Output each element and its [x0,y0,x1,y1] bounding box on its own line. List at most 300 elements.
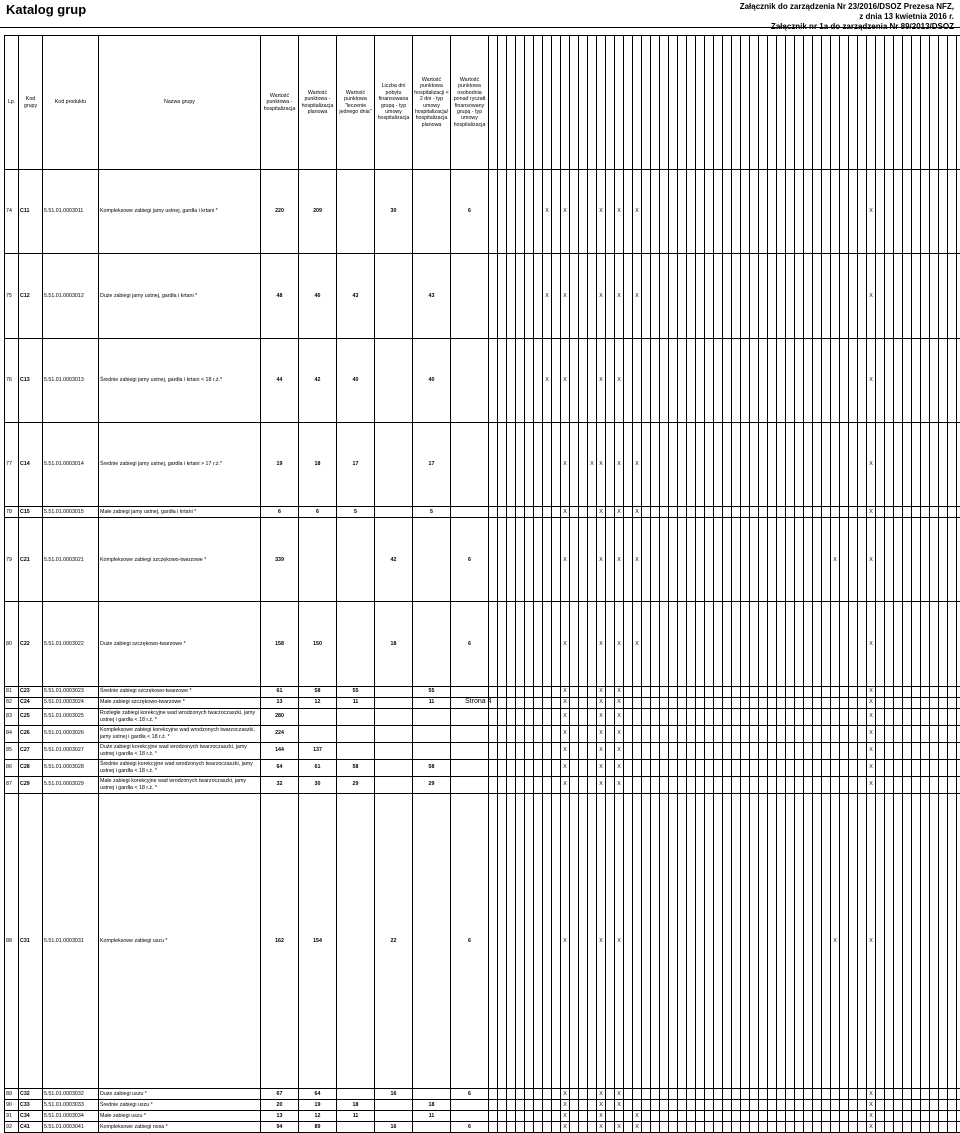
row-points-hospitalization: 339 [261,518,299,602]
row-specialty-cell [741,1100,750,1111]
row-specialty-cell [921,518,930,602]
row-product-code: 5.51.01.0003013 [43,338,99,422]
row-points-hospitalization: 224 [261,725,299,742]
col-header-specialty [570,36,579,170]
row-specialty-cell: X [867,170,876,254]
row-specialty-cell [588,170,597,254]
row-specialty-cell [552,742,561,759]
row-specialty-cell [579,602,588,686]
row-specialty-cell [606,725,615,742]
row-specialty-cell: X [561,170,570,254]
row-specialty-cell [732,602,741,686]
row-specialty-cell [930,602,939,686]
row-points-one-day [337,518,375,602]
row-specialty-cell [624,759,633,776]
row-specialty-cell: X [597,1122,606,1133]
row-specialty-cell [840,422,849,506]
row-specialty-cell [525,338,534,422]
row-specialty-cell [624,422,633,506]
row-group-code: C21 [19,518,43,602]
col-header-specialty [849,36,858,170]
row-specialty-cell [669,725,678,742]
row-specialty-cell [687,1111,696,1122]
row-specialty-cell [732,742,741,759]
row-specialty-cell [795,759,804,776]
row-specialty-cell [840,793,849,1089]
row-specialty-cell: X [561,422,570,506]
row-days [375,686,413,697]
row-group-name: Średnie zabiegi szczękowo-twarzowe * [99,686,261,697]
row-specialty-cell [957,686,960,697]
row-days [375,708,413,725]
row-specialty-cell [957,697,960,708]
row-specialty-cell: X [633,422,642,506]
row-specialty-cell [831,1122,840,1133]
row-specialty-cell [831,697,840,708]
row-specialty-cell [651,518,660,602]
row-specialty-cell [768,1100,777,1111]
row-lp: 80 [5,602,19,686]
row-days [375,422,413,506]
row-specialty-cell [957,708,960,725]
row-specialty-cell [579,170,588,254]
row-days [375,742,413,759]
row-specialty-cell [876,742,885,759]
row-specialty-cell [507,759,516,776]
row-specialty-cell [516,1089,525,1100]
row-specialty-cell [849,725,858,742]
row-specialty-cell [741,697,750,708]
col-header-specialty [768,36,777,170]
row-specialty-cell [669,602,678,686]
row-specialty-cell [732,338,741,422]
row-specialty-cell [633,759,642,776]
row-specialty-cell [588,518,597,602]
row-specialty-cell [579,793,588,1089]
row-specialty-cell [696,793,705,1089]
row-specialty-cell [957,254,960,338]
row-group-name: Duże zabiegi szczękowo-twarzowe * [99,602,261,686]
row-specialty-cell [948,254,957,338]
row-specialty-cell [849,742,858,759]
row-specialty-cell: X [597,708,606,725]
col-header-specialty [912,36,921,170]
row-specialty-cell: X [867,697,876,708]
row-specialty-cell [489,1122,498,1133]
row-specialty-cell [552,338,561,422]
row-specialty-cell [903,697,912,708]
table-row [5,793,960,1089]
row-specialty-cell [948,170,957,254]
row-specialty-cell [642,1100,651,1111]
row-specialty-cell [507,422,516,506]
col-header-specialty [903,36,912,170]
row-specialty-cell [903,686,912,697]
row-specialty-cell [660,686,669,697]
row-specialty-cell [570,422,579,506]
row-specialty-cell [921,686,930,697]
row-lp: 83 [5,708,19,725]
row-specialty-cell [795,742,804,759]
row-specialty-cell [741,602,750,686]
row-specialty-cell [777,708,786,725]
table-body [5,170,960,1133]
row-group-code: C22 [19,602,43,686]
row-points-planned: 12 [299,697,337,708]
row-specialty-cell [858,1111,867,1122]
row-specialty-cell [768,793,777,1089]
row-specialty-cell [795,708,804,725]
row-group-code: C34 [19,1111,43,1122]
col-header-group-code: Kod grupy [19,36,43,170]
table-row [5,1089,960,1100]
row-points-under-2-days: 18 [413,1100,451,1111]
table-row [5,759,960,776]
row-specialty-cell [912,686,921,697]
row-specialty-cell [669,422,678,506]
col-header-specialty [489,36,498,170]
row-specialty-cell: X [867,1111,876,1122]
row-specialty-cell [903,725,912,742]
row-specialty-cell [678,338,687,422]
row-specialty-cell [498,1100,507,1111]
row-points-under-2-days: 43 [413,254,451,338]
row-specialty-cell [714,170,723,254]
row-specialty-cell [525,742,534,759]
row-specialty-cell [660,725,669,742]
row-specialty-cell [570,776,579,793]
row-specialty-cell [678,602,687,686]
row-specialty-cell [678,507,687,518]
row-specialty-cell [723,776,732,793]
row-specialty-cell [651,725,660,742]
row-specialty-cell [930,338,939,422]
row-specialty-cell [849,507,858,518]
row-specialty-cell [687,518,696,602]
row-specialty-cell [921,793,930,1089]
row-specialty-cell [777,1111,786,1122]
row-specialty-cell [498,602,507,686]
row-specialty-cell [669,708,678,725]
row-specialty-cell [804,1122,813,1133]
row-points-hospitalization: 13 [261,1111,299,1122]
row-specialty-cell [777,422,786,506]
row-group-code: C15 [19,507,43,518]
row-specialty-cell: X [831,518,840,602]
row-specialty-cell: X [615,776,624,793]
row-specialty-cell [786,776,795,793]
row-specialty-cell [696,742,705,759]
row-specialty-cell [669,170,678,254]
row-specialty-cell [822,686,831,697]
row-specialty-cell [831,686,840,697]
row-specialty-cell [570,793,579,1089]
row-points-hospitalization: 20 [261,1100,299,1111]
row-points-planned [299,708,337,725]
row-specialty-cell [723,697,732,708]
row-specialty-cell [840,686,849,697]
row-specialty-cell [633,1100,642,1111]
row-specialty-cell [588,759,597,776]
row-group-code: C24 [19,697,43,708]
row-specialty-cell [732,725,741,742]
row-specialty-cell [831,170,840,254]
row-specialty-cell [516,725,525,742]
row-specialty-cell [660,422,669,506]
row-points-planned: 19 [299,1100,337,1111]
table-row [5,708,960,725]
row-specialty-cell [741,686,750,697]
row-lp: 79 [5,518,19,602]
row-specialty-cell [687,1122,696,1133]
row-specialty-cell [732,1089,741,1100]
row-specialty-cell [543,1100,552,1111]
row-specialty-cell [813,602,822,686]
row-specialty-cell [759,602,768,686]
row-specialty-cell [624,338,633,422]
row-specialty-cell [507,602,516,686]
row-specialty-cell [732,170,741,254]
row-specialty-cell [642,254,651,338]
row-specialty-cell [633,338,642,422]
row-specialty-cell [552,725,561,742]
row-specialty-cell [777,697,786,708]
row-group-name: Małe zabiegi szczękowo-twarzowe * [99,697,261,708]
row-specialty-cell [921,1122,930,1133]
row-specialty-cell [921,170,930,254]
row-specialty-cell [813,686,822,697]
row-specialty-cell [696,686,705,697]
row-specialty-cell [831,725,840,742]
row-specialty-cell [768,1122,777,1133]
table-row [5,170,960,254]
row-specialty-cell [507,742,516,759]
row-specialty-cell [894,422,903,506]
row-days: 30 [375,170,413,254]
row-specialty-cell [777,759,786,776]
row-specialty-cell [642,422,651,506]
row-group-name: Duże zabiegi jamy ustnej, gardła i krtani * [99,254,261,338]
row-specialty-cell [849,254,858,338]
row-specialty-cell [714,697,723,708]
row-specialty-cell [939,254,948,338]
row-specialty-cell [759,518,768,602]
row-specialty-cell [903,602,912,686]
row-specialty-cell [957,507,960,518]
row-specialty-cell [750,1089,759,1100]
col-header-specialty [867,36,876,170]
row-group-name: Średnie zabiegi jamy ustnej, gardła i krtani > 17 r.ż.* [99,422,261,506]
row-points-under-2-days: 40 [413,338,451,422]
row-specialty-cell [678,1122,687,1133]
row-group-name: Małe zabiegi korekcyjne wad wrodzonych twarzoczaszki, jamy ustnej i gardła < 18 r.ż. * [99,776,261,793]
row-specialty-cell [930,1122,939,1133]
row-specialty-cell [894,686,903,697]
row-specialty-cell [894,725,903,742]
row-specialty-cell [840,725,849,742]
col-header-specialty [696,36,705,170]
row-specialty-cell [534,1122,543,1133]
row-specialty-cell [696,776,705,793]
row-points-one-day: 11 [337,697,375,708]
row-specialty-cell [750,776,759,793]
row-specialty-cell [732,708,741,725]
row-specialty-cell [840,518,849,602]
row-specialty-cell [642,776,651,793]
row-specialty-cell [795,507,804,518]
row-specialty-cell [660,793,669,1089]
row-specialty-cell [642,686,651,697]
row-specialty-cell [579,697,588,708]
row-specialty-cell [912,1100,921,1111]
row-specialty-cell [750,708,759,725]
row-specialty-cell [552,759,561,776]
row-points-planned: 61 [299,759,337,776]
row-specialty-cell [813,708,822,725]
row-points-hospitalization: 280 [261,708,299,725]
row-specialty-cell [579,507,588,518]
row-specialty-cell: X [597,686,606,697]
row-specialty-cell [705,697,714,708]
row-specialty-cell [939,1111,948,1122]
row-group-code: C27 [19,742,43,759]
row-specialty-cell [696,602,705,686]
row-specialty-cell [579,686,588,697]
row-specialty-cell [570,742,579,759]
row-specialty-cell [642,793,651,1089]
row-points-one-day [337,725,375,742]
row-specialty-cell [777,602,786,686]
row-specialty-cell [651,170,660,254]
row-points-per-day: 6 [451,170,489,254]
row-specialty-cell [525,697,534,708]
row-specialty-cell [678,1089,687,1100]
row-specialty-cell [606,1111,615,1122]
row-specialty-cell [786,518,795,602]
row-specialty-cell [768,1111,777,1122]
row-specialty-cell [642,1122,651,1133]
row-specialty-cell [831,507,840,518]
row-specialty-cell [534,338,543,422]
row-specialty-cell [633,697,642,708]
row-specialty-cell [678,725,687,742]
row-specialty-cell [822,518,831,602]
row-specialty-cell: X [867,507,876,518]
col-header-specialty [741,36,750,170]
row-specialty-cell: X [588,422,597,506]
table-row [5,1122,960,1133]
row-specialty-cell [930,725,939,742]
row-specialty-cell [813,507,822,518]
row-specialty-cell [669,697,678,708]
row-specialty-cell [894,1122,903,1133]
row-specialty-cell: X [561,1111,570,1122]
row-specialty-cell: X [561,254,570,338]
row-specialty-cell [759,170,768,254]
row-specialty-cell [714,518,723,602]
row-specialty-cell [822,602,831,686]
row-specialty-cell [804,507,813,518]
row-points-one-day: 17 [337,422,375,506]
row-specialty-cell [579,1122,588,1133]
row-points-one-day: 43 [337,254,375,338]
row-specialty-cell: X [867,602,876,686]
row-specialty-cell [687,725,696,742]
col-header-specialty [813,36,822,170]
row-specialty-cell [696,725,705,742]
row-product-code: 5.51.01.0003033 [43,1100,99,1111]
row-points-planned: 58 [299,686,337,697]
row-specialty-cell: X [867,759,876,776]
row-specialty-cell [732,686,741,697]
row-specialty-cell [723,1089,732,1100]
row-specialty-cell [885,254,894,338]
row-points-planned: 30 [299,776,337,793]
row-points-under-2-days [413,793,451,1089]
row-specialty-cell [669,254,678,338]
row-specialty-cell [903,1122,912,1133]
row-specialty-cell [678,422,687,506]
row-specialty-cell [723,793,732,1089]
row-specialty-cell [705,518,714,602]
col-header-points-hospitalization: Wartość punktowa - hospitalizacja [261,36,299,170]
row-specialty-cell [570,338,579,422]
row-specialty-cell [642,1111,651,1122]
row-specialty-cell [885,725,894,742]
row-specialty-cell [876,776,885,793]
row-specialty-cell [831,1089,840,1100]
row-specialty-cell [588,1089,597,1100]
row-specialty-cell [732,697,741,708]
row-specialty-cell [534,742,543,759]
row-specialty-cell [858,338,867,422]
row-specialty-cell [777,776,786,793]
row-specialty-cell: X [615,1122,624,1133]
row-specialty-cell [660,742,669,759]
row-specialty-cell [750,686,759,697]
row-specialty-cell [723,742,732,759]
row-specialty-cell [678,686,687,697]
row-points-hospitalization: 64 [261,759,299,776]
row-specialty-cell [489,793,498,1089]
row-specialty-cell [876,708,885,725]
row-group-code: C12 [19,254,43,338]
row-specialty-cell [498,338,507,422]
row-specialty-cell [849,602,858,686]
row-specialty-cell [885,338,894,422]
row-specialty-cell [759,338,768,422]
row-points-hospitalization: 13 [261,697,299,708]
row-specialty-cell [849,518,858,602]
row-specialty-cell [705,1122,714,1133]
row-points-planned: 209 [299,170,337,254]
row-specialty-cell [507,1100,516,1111]
row-points-per-day [451,338,489,422]
row-specialty-cell [849,708,858,725]
row-specialty-cell [786,338,795,422]
row-specialty-cell [714,759,723,776]
row-specialty-cell [552,170,561,254]
row-specialty-cell [894,776,903,793]
row-specialty-cell: X [561,338,570,422]
col-header-specialty [876,36,885,170]
row-specialty-cell [696,1100,705,1111]
row-specialty-cell [948,725,957,742]
row-specialty-cell [723,686,732,697]
row-specialty-cell [741,338,750,422]
row-specialty-cell [768,725,777,742]
row-points-planned: 46 [299,254,337,338]
